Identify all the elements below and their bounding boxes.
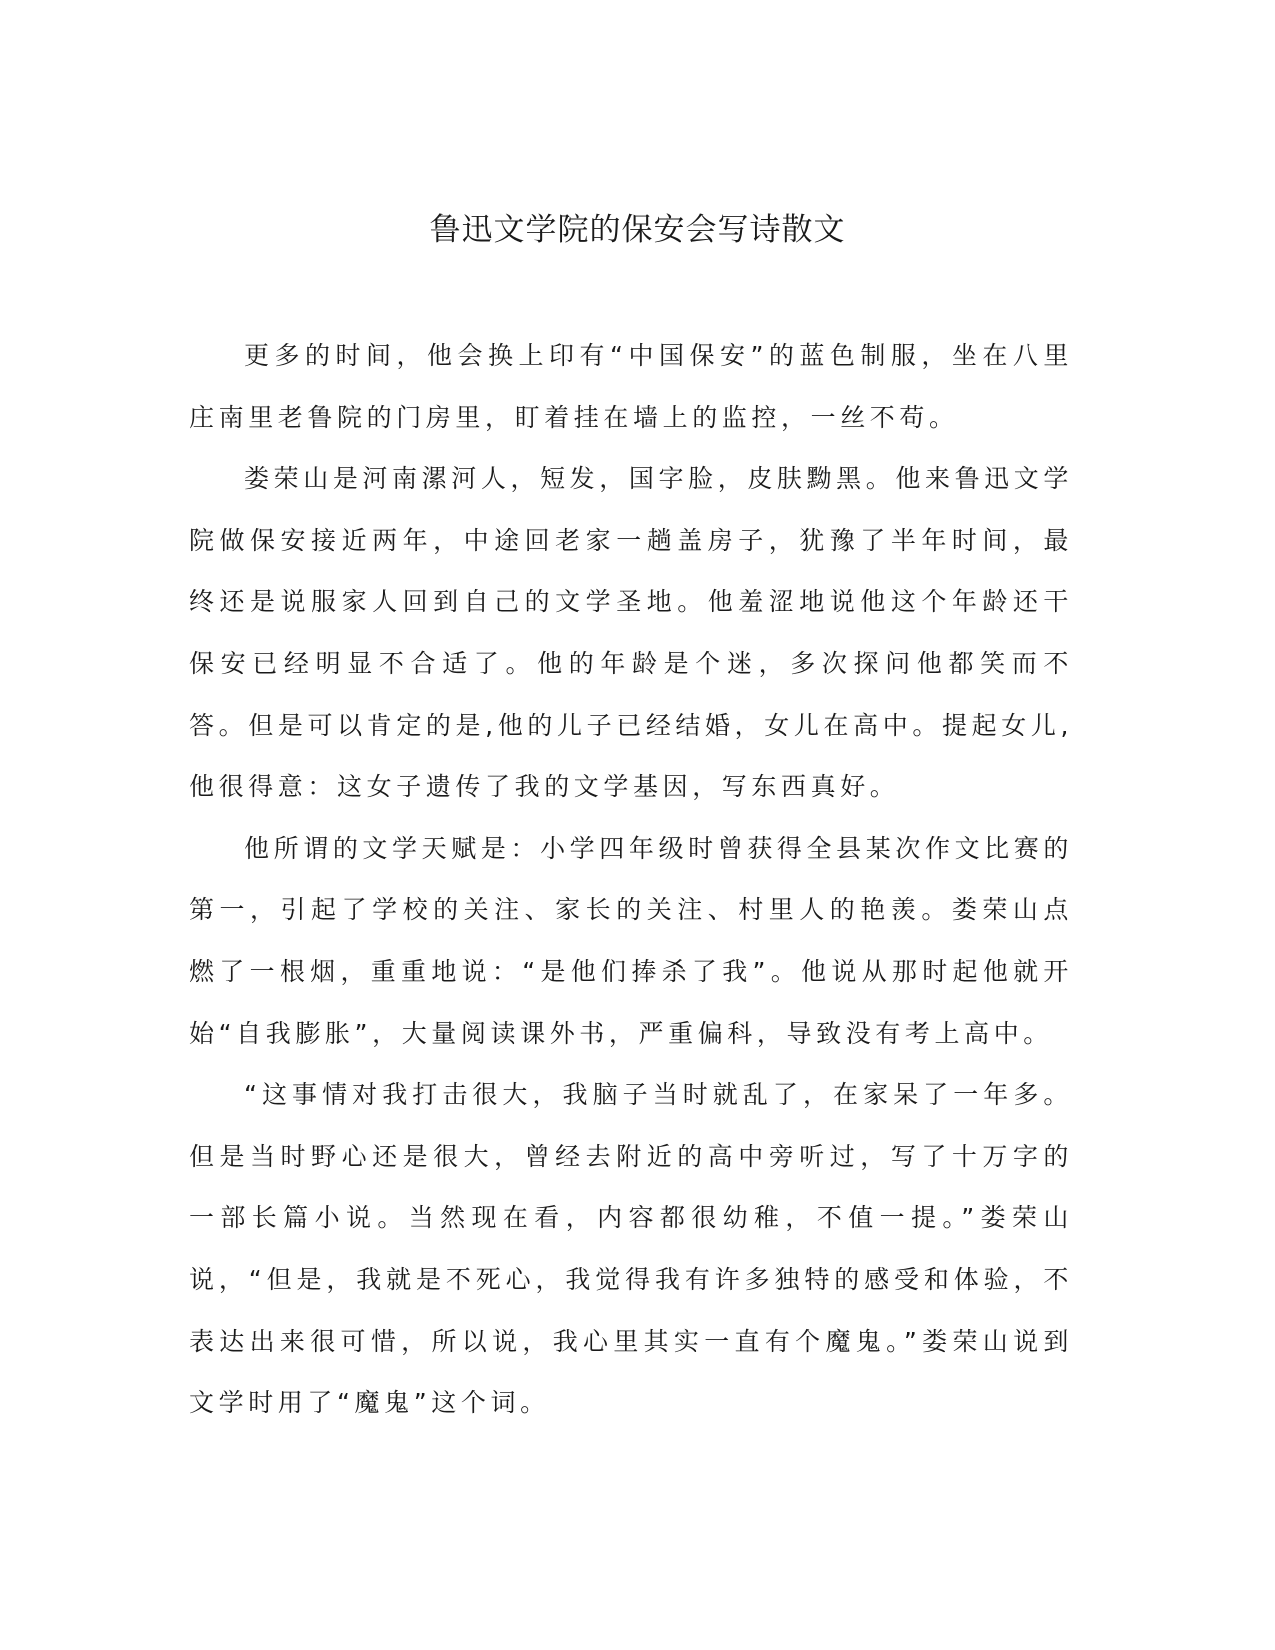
- paragraph: 更多的时间，他会换上印有“中国保安”的蓝色制服，坐在八里庄南里老鲁院的门房里，盯着挂在墙上的监控，一丝不苟。: [189, 341, 1073, 432]
- paragraph: “这事情对我打击很大，我脑子当时就乱了，在家呆了一年多。但是当时野心还是很大，曾经去附近的高中旁听过，写了十万字的一部长篇小说。当然现在看，内容都很幼稚，不值一提。”娄荣山说，“但是，我就是不死心，我觉得我有许多独特的感受和体验，不表达出来很可惜，所以说，我心里其实一直有个魔鬼。”娄荣山说到文学时用了“魔鬼”这个词。: [189, 1080, 1073, 1418]
- document-title: 鲁迅文学院的保安会写诗散文: [429, 212, 846, 248]
- paragraph: 娄荣山是河南漯河人，短发，国字脸，皮肤黝黑。他来鲁迅文学院做保安接近两年，中途回老家一趟盖房子，犹豫了半年时间，最终还是说服家人回到自己的文学圣地。他羞涩地说他这个年龄还干保安已经明显不合适了。他的年龄是个迷，多次探问他都笑而不答。但是可以肯定的是,他的儿子已经结婚，女儿在高中。提起女儿,他很得意：这女子遗传了我的文学基因，写东西真好。: [189, 464, 1073, 802]
- paragraph: 他所谓的文学天赋是：小学四年级时曾获得全县某次作文比赛的第一，引起了学校的关注、家长的关注、村里人的艳羡。娄荣山点燃了一根烟，重重地说：“是他们捧杀了我”。他说从那时起他就开始“自我膨胀”，大量阅读课外书，严重偏科，导致没有考上高中。: [189, 833, 1073, 1048]
- article-body: [189, 325, 1073, 1434]
